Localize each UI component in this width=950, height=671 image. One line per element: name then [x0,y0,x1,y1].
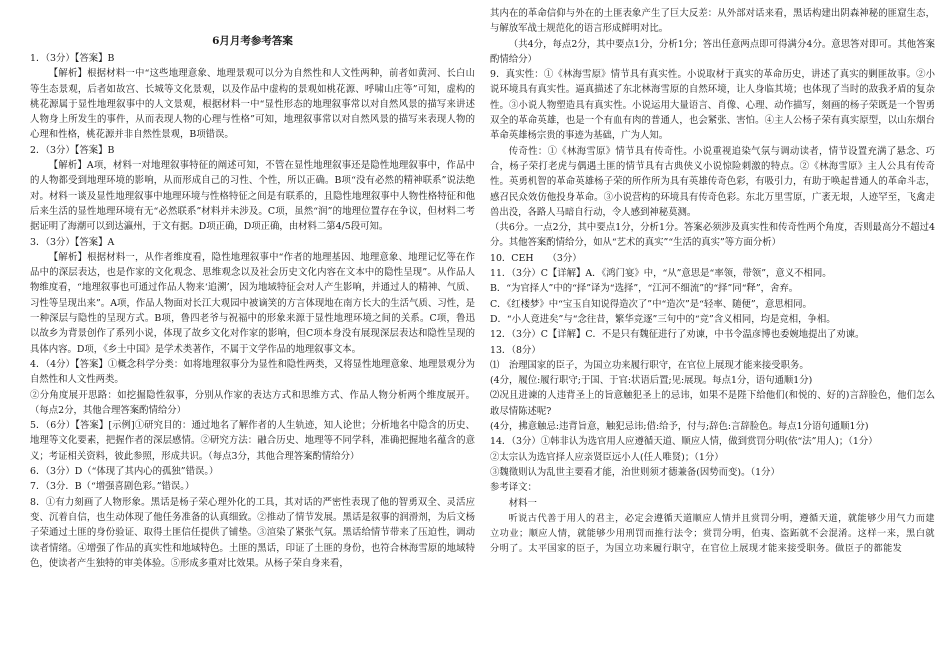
material-one-heading: 材料一 [508,497,537,509]
answer-q13-2: ⑵况且进谏的人违背圣上的旨意触犯圣上的忌讳，如果不是陛下给他们(和悦的、好的)言辞脸色，他们怎么敢尽情陈述呢? [490,390,935,417]
answer-q7: 7．（3分．B（“增强喜剧色彩。”错误。） [30,481,195,493]
answer-q3: 3．（3分）【答案】A [30,236,115,248]
answer-q14-1: 14．（3分）①韩非认为选官用人应遵循天道、顺应人情，做到赏罚分明(依“法”用人)；（1分） [490,436,878,448]
analysis-q2: 【解析】A项，材料一对地理叙事特征的阐述可知，不管在显性地理叙事还是隐性地理叙事中，作品中的人物都受到地理环境的影响，从而形成自己的习性、个性，所以正确。B项“没有必然的精神联系”说法绝对。材料一谈及显性地理叙事中地理环境与性格特征之间是有联系的，且隐性地理叙事中人物性格特征和他后来生活的显性地理环境有无“必然联系”材料并未涉及。C项，虽然“润”的地理位置存在争议，但材料二考据证明了海潮可以到达瀛州，于文有据。D项正确，D项正确，由材料二第4/5段可知。 [30,160,475,233]
scoring-note-q13-1: (4分，履位:履行职守;于国、于官:状语后置;见:展现。每点1分，语句通顺1分) [490,375,813,387]
page-title: 6月月考参考答案 [212,35,293,47]
answer-q4: 4．（4分）【答案】①概念科学分类：如将地理叙事分为显性和隐性两类，又将显性地理意象、地理景观分为自然性和人文性两类。 [30,358,475,386]
answer-q2: 2．（3分）【答案】B [30,144,115,156]
answer-q8: 8．①有力刻画了人物形象。黑话是杨子荣心理外化的工具，其对话的严密性表现了他的智勇双全、灵活应变、沉着自信，也生动体现了他任务准备的认真细致。②推动了情节发展。黑话是叙事的润滑剂，为后文杨子荣通过土匪的身份验证、取得土匪信任提供了铺垫。③渲染了紧张气氛。黑话给情节带来了压迫性，调动读者情绪。④增强了作品的真实性和地域特色。土匪的黑话，印证了土匪的身份，也符合林海雪原的地域特色，使读者产生独特的审美体验。⑤形成多重对比效果。从杨子荣自身来看， [30,496,475,569]
analysis-q1: 【解析】根据材料一中“这些地理意象、地理景观可以分为自然性和人文性两种，前者如黄河、长白山等生态景观，后者如故宫、长城等文化景观，以及作品中虚构的景观如桃花源、呼啸山庄等”可知，虚构的桃花源属于显性地理叙事中的人文景观，根据材料一中“显性形态的地理叙事常以对自然风景的描写来讲述人物身上所发生的事件，从而表现人物的心理与性格”可知，地理叙事常以对自然风景的描写来表现人物的心理和性格，桃花源并非自然性景观，B项错误。 [30,68,475,141]
answer-q8-continued: 其内在的革命信仰与外在的土匪表象产生了巨大反差：从外部对话来看，黑话构建出阴森神秘的匪窟生态，与解放军战士规范化的语言形成鲜明对比。 [490,8,935,35]
answer-q12: 12．（3分）C【详解】C．不是只有魏征进行了劝谏，中书令温彦博也委婉地提出了劝谏。 [490,329,865,341]
answer-q10: 10．CEH （3分） [490,252,582,264]
answer-q11-d: D．“小人竟进矣”与“念往昔，繁华竞逐”三句中的“竞”含义相同，均是竞相，争相。 [490,313,836,325]
left-column [30,34,475,571]
answer-q14-2: ②太宗认为选官择人应亲贤臣远小人(任人唯贤)；（1分） [490,451,724,463]
answer-q6: 6．（3分）D（“体现了其内心的孤独”错误。） [30,466,219,478]
answer-q14-3: ③魏徵则认为乱世主要看才能，治世则须才德兼备(因势而变)。（1分） [490,466,780,478]
right-column [490,6,935,557]
answer-q13-1: ⑴ 治理国家的臣子，为国立功来履行职守，在官位上展现才能来接受职务。 [490,359,809,371]
scoring-note-q13-2: (4分，拂意触忌:违背旨意，触犯忌讳;借:给予，付与;辞色:言辞脸色。每点1分语句通顺1分) [490,421,869,433]
answer-q9-authenticity: 9．真实性：①《林海雪原》情节具有真实性。小说取材于真实的革命历史，讲述了真实的剿匪故事。②小说环境具有真实性。逼真描述了东北林海雪原的自然环境，让人身临其境；也体现了当时的敌我矛盾的复杂性。③小说人物塑造具有真实性。小说运用大量语言、肖像、心理、动作描写，刻画的杨子荣既是一个智勇双全的革命英雄，也是一个有血有肉的普通人，也会紧张、害怕。④主人公杨子荣有真实原型，以山东烟台革命英雄杨宗贵的事迹为基础，广为人知。 [490,69,935,142]
answer-q11-c: C．《红楼梦》中“宝玉自知说得造次了”中“造次”是“轻率、随便”，意思相同。 [490,298,812,310]
material-one-translation: 听说古代善于用人的君主，必定会遵循天道顺应人情并且赏罚分明，遵循天道，就能够少用气力而建立功业；顺应人情，就能够少用刑罚而推行法令；赏罚分明，伯夷、盗跖就不会混淆。这样一来，黑白就分明了。太平国家的臣子，为国立功来履行职守，在官位上展现才能来接受职务。做臣子的都能发 [490,512,935,555]
answer-q13: 13．（8分） [490,344,541,356]
reference-translation-heading: 参考译文： [490,482,537,494]
analysis-q3: 【解析】根据材料一，从作者维度看，隐性地理叙事中“作者的地理基因、地理意象、地理记忆等在作品中的深层表达，也是作家的文化观念、思维观念以及社会历史文化内容在文本中的隐性呈现”。从作品人物维度看，“地理叙事也可通过作品人物来‘追溯’，因为地域特征会对人产生影响，并通过人的精神、气质、习性等呈现出来”。A项，作品人物面对长江大观园中被谪笑的方言体现地在南方长大的生活气质、习性，是一种深层与隐性的呈现方式。B项，鲁四老爷与祝福中的形象来源于显性地理环境之间的关系。C项，鲁迅以故乡为背景创作了系列小说，体现了故乡文化对作家的影响，但C项本身没有展现深层表达和隐性呈现的具体内容。D项，《乡土中国》是学术类著作，不属于文学作品的地理叙事文本。 [30,251,475,355]
answer-q1: 1．（3分）【答案】B [30,53,115,64]
answer-q4-point2: ②分角度展开思路：如挖掘隐性叙事，分别从作家的表达方式和思维方式、作品人物分析两个维度展开。（每点2分，其他合理答案酌情给分） [30,389,475,416]
scoring-note-q9: （共6分。一点2分，其中要点1分，分析1分。答案必须涉及真实性和传奇性两个角度，否则最高分不超过4分。其他答案酌情给分，如从“艺术的真实”“生活的真实”等方面分析） [490,222,935,249]
answer-q11: 11．（3分）C【详解】A．《鸿门宴》中，“从”意思是“率领，带领”，意义不相同。 [490,268,832,280]
answer-q5: 5．（6分）【答案】[示例]①研究目的：通过地名了解作者的人生轨迹，知人论世；分析地名中隐含的历史、地理等文化要素，把握作者的深层感情。②研究方法：融合历史、地理等不同学科，准确把握地名蕴含的意义；考证相关资料，彼此参照，形成共识。（每点3分，其他合理答案酌情给分） [30,420,475,462]
scoring-note-q8: （共4分，每点2分，其中要点1分，分析1分；答出任意两点即可得满分4分。意思答对即可。其他答案酌情给分） [490,38,935,65]
answer-q9-legend: 传奇性：①《林海雪原》情节具有传奇性。小说重视追染气氛与调动读者，情节设置充满了悬念、巧合，杨子荣打老虎与偶遇土匪的情节具有古典侠义小说惊险刺激的特点。②《林海雪原》主人公具有传奇性。英勇机智的革命英雄杨子荣的所作所为具有英雄传奇色彩，有吸引力，有助于唤起普通人的革命斗志，感召民众效仿他投身革命。③小说营构的环境具有传奇色彩。东北万里雪原，广袤无垠，人迹罕至，飞禽走兽出没，各路人马暗自行动，令人感到神秘莫测。 [490,145,935,218]
answer-q11-b: B．“为官择人”中的“择”译为“选择”，“江河不细流”的“择”同“释”，舍弃。 [490,283,799,295]
